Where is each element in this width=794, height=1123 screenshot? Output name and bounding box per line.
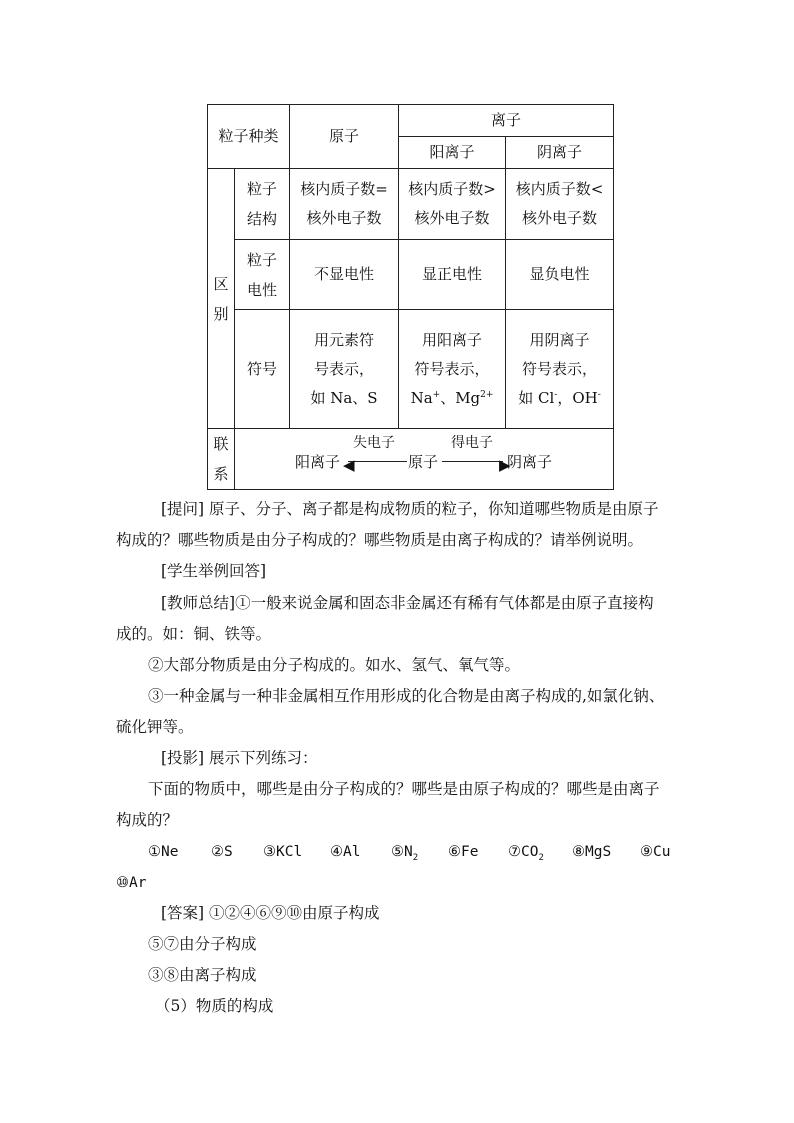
row-group-difference — [208, 169, 235, 429]
row-label-structure — [235, 169, 290, 240]
exercise-item-7 — [508, 842, 544, 862]
summary-point-3-line1: ③一种金属与一种非金属相互作用形成的化合物是由离子构成的,如氯化钠、 — [148, 687, 665, 705]
arrow-left-icon: ◀ — [343, 456, 355, 474]
sodium-ion: Na — [410, 388, 433, 407]
relation-diagram — [235, 429, 614, 490]
anion-structure-line2: 核外电子数 — [522, 209, 598, 227]
cation-charge: 显正电性 — [399, 240, 506, 310]
relation-cation: 阳离子 — [295, 453, 341, 471]
atom-symbol — [290, 310, 399, 429]
cation-symbol-line2: 符号表示， — [414, 359, 490, 378]
charge-label-line1: 粒子 — [247, 250, 278, 269]
charge-label-line2: 电性 — [247, 280, 278, 299]
header-anion: 阴离子 — [506, 137, 614, 169]
exercise-item-4: ④Al — [330, 844, 361, 860]
exercise-item-9: ⑨Cu — [640, 844, 671, 860]
anion-structure-line1: 核内质子数< — [515, 180, 604, 198]
exercise-item-1: ①Ne — [148, 844, 179, 860]
header-particle-type: 粒子种类 — [208, 105, 290, 169]
atom-structure-line1: 核内质子数= — [300, 180, 388, 198]
answer-ions: ③⑧由离子构成 — [148, 966, 257, 984]
atom-structure-line2: 核外电子数 — [306, 209, 382, 227]
relation-lose-electron: 失电子 — [353, 435, 395, 451]
structure-label-line1: 粒子 — [247, 180, 278, 198]
row-label-symbol: 符号 — [235, 310, 290, 429]
anion-symbol — [506, 310, 614, 429]
magnesium-charge: 2+ — [480, 389, 494, 400]
atom-charge: 不显电性 — [290, 240, 399, 310]
question-line2: 构成的？哪些物质是由分子构成的？哪些物质是由离子构成的？请举例说明。 — [116, 531, 644, 549]
anion-structure — [506, 169, 614, 240]
question-line1: [提问] 原子、分子、离子都是构成物质的粒子，你知道哪些物质是由原子 — [161, 500, 659, 518]
exercise-item-10: ⑩Ar — [116, 875, 147, 891]
row-label-charge — [235, 240, 290, 310]
diff-label-1: 区 — [213, 274, 229, 293]
answer-atoms: [答案] ①②④⑥⑨⑩由原子构成 — [161, 904, 380, 922]
exercise-item-2: ②S — [211, 844, 233, 860]
relation-label-line2: 系 — [213, 465, 229, 483]
header-cation: 阳离子 — [399, 137, 506, 169]
diff-label-2: 别 — [213, 304, 229, 323]
cation-symbol-line1: 用阳离子 — [422, 330, 483, 349]
summary-point-2: ②大部分物质是由分子构成的。如水、氢气、氧气等。 — [148, 656, 521, 674]
exercise-item-5-sub: 2 — [412, 852, 419, 863]
atom-structure — [290, 169, 399, 240]
exercise-item-5-text: ⑤N — [391, 844, 413, 860]
relation-label-line1: 联 — [213, 435, 229, 453]
row-label-relation — [208, 429, 235, 490]
cation-structure-line2: 核外电子数 — [414, 209, 490, 227]
hydroxide-charge: - — [597, 389, 601, 400]
chloride-charge: - — [554, 389, 558, 400]
section-heading-composition: （5）物质的构成 — [155, 997, 274, 1015]
exercise-item-6: ⑥Fe — [448, 844, 479, 860]
exercise-item-7-text: ⑦CO — [508, 844, 539, 860]
relation-arrow-right-line — [442, 461, 503, 462]
summary-point-3-line2: 硫化钾等。 — [116, 718, 194, 736]
exercise-item-8: ⑧MgS — [572, 844, 612, 860]
relation-gain-electron: 得电子 — [451, 435, 493, 451]
exercise-item-7-sub: 2 — [538, 852, 544, 863]
chloride-ion: 如 Cl — [518, 388, 555, 407]
cation-structure — [399, 169, 506, 240]
hydroxide-ion: ，OH — [557, 388, 598, 407]
teacher-summary-line1: [教师总结]①一般来说金属和固态非金属还有稀有气体都是由原子直接构 — [161, 594, 654, 612]
cation-structure-line1: 核内质子数> — [408, 180, 496, 198]
header-ion: 离子 — [399, 105, 614, 137]
arrow-right-icon: ▶ — [499, 456, 511, 474]
relation-anion: 阴离子 — [507, 453, 553, 471]
particle-comparison-table — [207, 104, 613, 482]
anion-symbol-line2: 符号表示， — [522, 359, 598, 378]
atom-symbol-line1: 用元素符 — [314, 330, 375, 349]
exercise-question-line1: 下面的物质中，哪些是由分子构成的？哪些是由原子构成的？哪些是由离子 — [148, 780, 660, 798]
teacher-summary-line2: 成的。如：铜、铁等。 — [116, 625, 272, 643]
atom-symbol-line3: 如 Na、S — [310, 388, 378, 407]
structure-label-line2: 结构 — [247, 210, 278, 228]
exercise-item-3: ③KCl — [263, 844, 303, 860]
header-atom: 原子 — [290, 105, 399, 169]
exercise-item-5 — [391, 842, 418, 862]
sodium-charge: + — [432, 389, 441, 400]
relation-atom: 原子 — [408, 453, 439, 471]
cation-symbol-line3 — [399, 384, 505, 413]
exercise-question-line2: 构成的？ — [116, 811, 179, 829]
projection-heading: [投影] 展示下列练习： — [161, 749, 318, 767]
relation-arrow-left-line — [348, 461, 407, 462]
atom-symbol-line2: 号表示， — [314, 359, 375, 378]
anion-symbol-line1: 用阴离子 — [529, 330, 590, 349]
ion-table — [207, 104, 614, 490]
cation-symbol — [399, 310, 506, 429]
anion-charge: 显负电性 — [506, 240, 614, 310]
magnesium-ion: 、Mg — [440, 388, 481, 407]
anion-symbol-line3 — [506, 384, 613, 413]
answer-molecules: ⑤⑦由分子构成 — [148, 935, 257, 953]
student-answer: [学生举例回答] — [161, 562, 267, 580]
